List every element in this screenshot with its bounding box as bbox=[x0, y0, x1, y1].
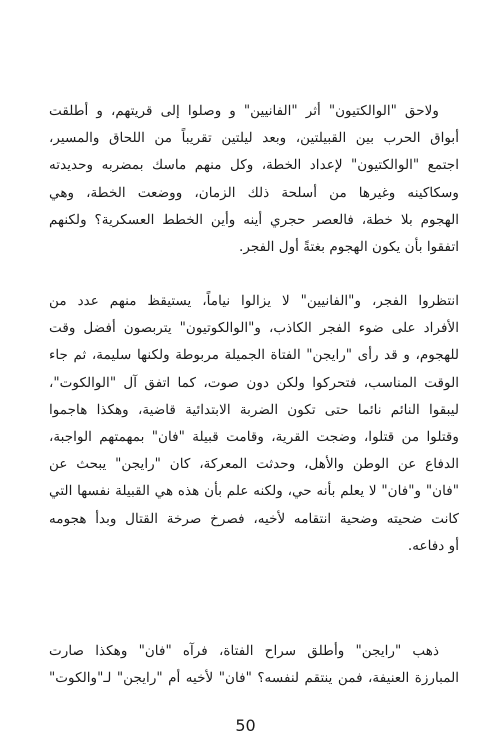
paragraph-2 bbox=[49, 288, 459, 560]
text-line: كانت ضحيته وضحية انتقامه لأخيه، فصرخ صرخة القتال وبدأ هجومه bbox=[49, 510, 459, 527]
text-line: وسكاكينه وغيرها من أسلحة ذلك الزمان، ووضعت الخطة، وهي bbox=[49, 184, 459, 201]
text-line: الوقت المناسب، فتحركوا ولكن دون صوت، كما اتفق آل "الوالكوت"، bbox=[49, 374, 459, 391]
text-line: الدفاع عن الوطن والأهل، وحدثت المعركة، كان "رايجن" يبحث عن bbox=[49, 456, 459, 473]
text-line: وقتلوا من قتلوا، وضجت القرية، وقامت قبيلة "فان" بمهمتهم الواجبة، bbox=[49, 428, 459, 445]
text-line: "فان" و"فان" لا يعلم بأنه حي، ولكنه علم بأن هذه هي القبيلة نفسها التي bbox=[49, 483, 459, 500]
text-line: الهجوم بلا خطة، فالعصر حجري أينه وأين الخطط العسكرية؟ ولكنهم bbox=[49, 211, 459, 228]
text-line: المبارزة العنيفة، فمن ينتقم لنفسه؟ "فان" لأخيه أم "رايجن" لـ"والكوت" bbox=[49, 670, 459, 687]
paragraph-3 bbox=[49, 638, 459, 692]
text-line: ولاحق "الوالكتيون" أثر "الفانيين" و وصلوا إلى قريتهم، و أطلقت bbox=[49, 103, 439, 119]
text-line: اجتمع "الوالكتيون" لإعداد الخطة، وكل منهم ماسك بمضربه وحديدته bbox=[49, 157, 459, 174]
text-line: الأفراد على ضوء الفجر الكاذب، و"الوالكوتيون" يتربصون أفضل وقت bbox=[49, 320, 459, 337]
page-number: 50 bbox=[235, 716, 256, 735]
text-line: ذهب "رايجن" وأطلق سراح الفتاة، فرآه "فان" وهكذا صارت bbox=[49, 643, 439, 659]
paragraph-1 bbox=[49, 98, 459, 261]
text-line: للهجوم، و قد رأى "رايجن" الفتاة الجميلة مربوطة ولكنها سليمة، ثم جاء bbox=[49, 347, 459, 364]
text-line: انتظروا الفجر، و"الفانيين" لا يزالوا نياماً، يستيقظ منهم عدد من bbox=[49, 293, 459, 309]
text-line: أبواق الحرب بين القبيلتين، وبعد ليلتين تقريباً من اللحاق والمسير، bbox=[49, 130, 459, 147]
text-line: أو دفاعه. bbox=[407, 537, 459, 554]
text-line: ليبقوا النائم نائما حتى تكون الضربة الابتدائية قاضية، وهكذا هاجموا bbox=[49, 401, 459, 418]
text-line: اتفقوا بأن يكون الهجوم بغتةً أول الفجر. bbox=[239, 238, 459, 255]
